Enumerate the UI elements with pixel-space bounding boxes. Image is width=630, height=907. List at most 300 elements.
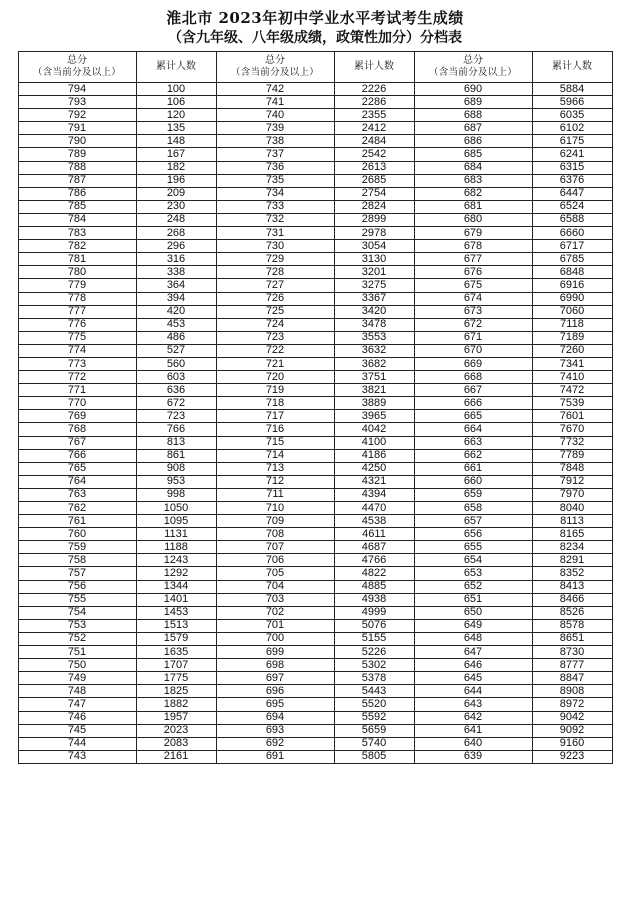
count-cell: 6848: [532, 266, 612, 279]
score-cell: 693: [216, 724, 334, 737]
count-cell: 5226: [334, 646, 414, 659]
score-cell: 691: [216, 750, 334, 763]
count-cell: 2412: [334, 122, 414, 135]
score-cell: 713: [216, 462, 334, 475]
score-cell: 781: [18, 253, 136, 266]
score-cell: 703: [216, 593, 334, 606]
score-cell: 767: [18, 436, 136, 449]
score-cell: 643: [414, 698, 532, 711]
count-cell: 5740: [334, 737, 414, 750]
table-row: [18, 384, 612, 397]
count-cell: 636: [136, 384, 216, 397]
table-row: [18, 606, 612, 619]
score-cell: 685: [414, 148, 532, 161]
score-cell: 787: [18, 174, 136, 187]
count-cell: 4999: [334, 606, 414, 619]
score-cell: 674: [414, 292, 532, 305]
count-cell: 2484: [334, 135, 414, 148]
table-row: [18, 331, 612, 344]
score-cell: 763: [18, 488, 136, 501]
score-cell: 711: [216, 488, 334, 501]
count-cell: 4938: [334, 593, 414, 606]
table-row: [18, 580, 612, 593]
header-score-1: [18, 52, 136, 83]
score-cell: 751: [18, 646, 136, 659]
score-cell: 684: [414, 161, 532, 174]
count-cell: 486: [136, 331, 216, 344]
count-cell: 8730: [532, 646, 612, 659]
score-cell: 731: [216, 227, 334, 240]
count-cell: 268: [136, 227, 216, 240]
count-cell: 723: [136, 410, 216, 423]
table-row: [18, 685, 612, 698]
count-cell: 4250: [334, 462, 414, 475]
header-count-2: 累计人数: [334, 52, 414, 83]
count-cell: 2355: [334, 109, 414, 122]
score-cell: 738: [216, 135, 334, 148]
count-cell: 7732: [532, 436, 612, 449]
score-cell: 730: [216, 240, 334, 253]
table-row: [18, 528, 612, 541]
score-cell: 776: [18, 318, 136, 331]
score-cell: 656: [414, 528, 532, 541]
table-row: [18, 174, 612, 187]
count-cell: 6315: [532, 161, 612, 174]
count-cell: 3632: [334, 344, 414, 357]
count-cell: 2685: [334, 174, 414, 187]
score-cell: 744: [18, 737, 136, 750]
count-cell: 5592: [334, 711, 414, 724]
count-cell: 6102: [532, 122, 612, 135]
table-row: [18, 724, 612, 737]
score-cell: 739: [216, 122, 334, 135]
score-cell: 654: [414, 554, 532, 567]
count-cell: 2161: [136, 750, 216, 763]
count-cell: 9092: [532, 724, 612, 737]
count-cell: 1050: [136, 502, 216, 515]
score-cell: 698: [216, 659, 334, 672]
count-cell: 8526: [532, 606, 612, 619]
score-cell: 682: [414, 187, 532, 200]
count-cell: 8908: [532, 685, 612, 698]
score-cell: 736: [216, 161, 334, 174]
score-cell: 722: [216, 344, 334, 357]
score-cell: 645: [414, 672, 532, 685]
score-cell: 652: [414, 580, 532, 593]
score-cell: 660: [414, 475, 532, 488]
score-cell: 668: [414, 371, 532, 384]
count-cell: 1579: [136, 632, 216, 645]
count-cell: 8651: [532, 632, 612, 645]
score-cell: 688: [414, 109, 532, 122]
score-cell: 760: [18, 528, 136, 541]
count-cell: 7118: [532, 318, 612, 331]
score-cell: 789: [18, 148, 136, 161]
count-cell: 209: [136, 187, 216, 200]
score-cell: 766: [18, 449, 136, 462]
table-row: [18, 357, 612, 370]
table-row: [18, 593, 612, 606]
count-cell: 420: [136, 305, 216, 318]
score-cell: 771: [18, 384, 136, 397]
table-row: [18, 410, 612, 423]
count-cell: 1775: [136, 672, 216, 685]
count-cell: 4042: [334, 423, 414, 436]
table-row: [18, 344, 612, 357]
table-row: [18, 567, 612, 580]
count-cell: 6035: [532, 109, 612, 122]
count-cell: 120: [136, 109, 216, 122]
count-cell: 813: [136, 436, 216, 449]
count-cell: 3965: [334, 410, 414, 423]
count-cell: 7789: [532, 449, 612, 462]
score-cell: 772: [18, 371, 136, 384]
score-cell: 762: [18, 502, 136, 515]
score-cell: 758: [18, 554, 136, 567]
count-cell: 6376: [532, 174, 612, 187]
count-cell: 603: [136, 371, 216, 384]
count-cell: 3751: [334, 371, 414, 384]
count-cell: 106: [136, 96, 216, 109]
score-cell: 663: [414, 436, 532, 449]
score-cell: 794: [18, 83, 136, 96]
count-cell: 8972: [532, 698, 612, 711]
score-cell: 793: [18, 96, 136, 109]
score-cell: 715: [216, 436, 334, 449]
count-cell: 5302: [334, 659, 414, 672]
score-cell: 726: [216, 292, 334, 305]
table-row: [18, 371, 612, 384]
count-cell: 8777: [532, 659, 612, 672]
count-cell: 7848: [532, 462, 612, 475]
count-cell: 6717: [532, 240, 612, 253]
header-score-2: [216, 52, 334, 83]
count-cell: 7970: [532, 488, 612, 501]
score-cell: 669: [414, 357, 532, 370]
score-cell: 790: [18, 135, 136, 148]
header-score-note: （含当前分及以上）: [230, 67, 320, 78]
count-cell: 5884: [532, 83, 612, 96]
score-cell: 672: [414, 318, 532, 331]
count-cell: 4687: [334, 541, 414, 554]
table-row: [18, 646, 612, 659]
score-cell: 723: [216, 331, 334, 344]
score-cell: 694: [216, 711, 334, 724]
count-cell: 4321: [334, 475, 414, 488]
count-cell: 135: [136, 122, 216, 135]
score-cell: 680: [414, 213, 532, 226]
score-cell: 714: [216, 449, 334, 462]
count-cell: 6175: [532, 135, 612, 148]
table-row: [18, 318, 612, 331]
score-cell: 750: [18, 659, 136, 672]
score-cell: 769: [18, 410, 136, 423]
count-cell: 1292: [136, 567, 216, 580]
table-row: [18, 698, 612, 711]
score-cell: 671: [414, 331, 532, 344]
count-cell: 3130: [334, 253, 414, 266]
table-row: [18, 541, 612, 554]
score-cell: 724: [216, 318, 334, 331]
count-cell: 6990: [532, 292, 612, 305]
count-cell: 1344: [136, 580, 216, 593]
table-row: [18, 436, 612, 449]
table-header-row: [18, 52, 612, 83]
score-cell: 675: [414, 279, 532, 292]
score-cell: 653: [414, 567, 532, 580]
count-cell: 453: [136, 318, 216, 331]
score-cell: 683: [414, 174, 532, 187]
count-cell: 2023: [136, 724, 216, 737]
count-cell: 8040: [532, 502, 612, 515]
count-cell: 8291: [532, 554, 612, 567]
count-cell: 9042: [532, 711, 612, 724]
table-row: [18, 750, 612, 763]
count-cell: 4394: [334, 488, 414, 501]
table-row: [18, 711, 612, 724]
count-cell: 4611: [334, 528, 414, 541]
score-cell: 665: [414, 410, 532, 423]
score-cell: 659: [414, 488, 532, 501]
count-cell: 1882: [136, 698, 216, 711]
count-cell: 6241: [532, 148, 612, 161]
score-cell: 791: [18, 122, 136, 135]
count-cell: 2542: [334, 148, 414, 161]
score-cell: 720: [216, 371, 334, 384]
table-row: [18, 200, 612, 213]
table-row: [18, 279, 612, 292]
score-cell: 746: [18, 711, 136, 724]
count-cell: 2083: [136, 737, 216, 750]
count-cell: 3889: [334, 397, 414, 410]
count-cell: 5966: [532, 96, 612, 109]
count-cell: 8413: [532, 580, 612, 593]
score-cell: 673: [414, 305, 532, 318]
header-score-label: 总分: [67, 55, 87, 66]
table-row: [18, 227, 612, 240]
count-cell: 8352: [532, 567, 612, 580]
score-cell: 640: [414, 737, 532, 750]
score-cell: 719: [216, 384, 334, 397]
count-cell: 6660: [532, 227, 612, 240]
score-cell: 658: [414, 502, 532, 515]
score-cell: 712: [216, 475, 334, 488]
count-cell: 3478: [334, 318, 414, 331]
table-row: [18, 619, 612, 632]
score-cell: 686: [414, 135, 532, 148]
table-row: [18, 253, 612, 266]
count-cell: 7670: [532, 423, 612, 436]
score-cell: 727: [216, 279, 334, 292]
score-cell: 770: [18, 397, 136, 410]
score-cell: 745: [18, 724, 136, 737]
count-cell: 182: [136, 161, 216, 174]
table-row: [18, 554, 612, 567]
score-cell: 779: [18, 279, 136, 292]
count-cell: 527: [136, 344, 216, 357]
score-cell: 662: [414, 449, 532, 462]
score-cell: 725: [216, 305, 334, 318]
count-cell: 148: [136, 135, 216, 148]
score-cell: 733: [216, 200, 334, 213]
score-cell: 648: [414, 632, 532, 645]
score-cell: 678: [414, 240, 532, 253]
score-cell: 717: [216, 410, 334, 423]
count-cell: 3821: [334, 384, 414, 397]
count-cell: 4822: [334, 567, 414, 580]
count-cell: 8165: [532, 528, 612, 541]
score-cell: 764: [18, 475, 136, 488]
score-cell: 702: [216, 606, 334, 619]
score-cell: 748: [18, 685, 136, 698]
score-cell: 729: [216, 253, 334, 266]
count-cell: 1453: [136, 606, 216, 619]
count-cell: 2613: [334, 161, 414, 174]
count-cell: 6447: [532, 187, 612, 200]
header-score-note: （含当前分及以上）: [428, 67, 518, 78]
count-cell: 4766: [334, 554, 414, 567]
count-cell: 861: [136, 449, 216, 462]
score-cell: 735: [216, 174, 334, 187]
score-cell: 785: [18, 200, 136, 213]
table-row: [18, 632, 612, 645]
score-cell: 695: [216, 698, 334, 711]
table-row: [18, 672, 612, 685]
count-cell: 2978: [334, 227, 414, 240]
count-cell: 2899: [334, 213, 414, 226]
count-cell: 7601: [532, 410, 612, 423]
score-cell: 768: [18, 423, 136, 436]
score-distribution-table: [18, 51, 613, 764]
count-cell: 1243: [136, 554, 216, 567]
score-cell: 742: [216, 83, 334, 96]
table-row: [18, 83, 612, 96]
score-cell: 704: [216, 580, 334, 593]
score-cell: 657: [414, 515, 532, 528]
count-cell: 998: [136, 488, 216, 501]
table-row: [18, 148, 612, 161]
score-cell: 728: [216, 266, 334, 279]
table-row: [18, 488, 612, 501]
count-cell: 8113: [532, 515, 612, 528]
count-cell: 196: [136, 174, 216, 187]
count-cell: 5520: [334, 698, 414, 711]
count-cell: 5155: [334, 632, 414, 645]
score-cell: 642: [414, 711, 532, 724]
count-cell: 2286: [334, 96, 414, 109]
count-cell: 1401: [136, 593, 216, 606]
count-cell: 6785: [532, 253, 612, 266]
table-row: [18, 515, 612, 528]
count-cell: 2226: [334, 83, 414, 96]
count-cell: 1188: [136, 541, 216, 554]
count-cell: 7260: [532, 344, 612, 357]
count-cell: 1707: [136, 659, 216, 672]
count-cell: 248: [136, 213, 216, 226]
score-cell: 777: [18, 305, 136, 318]
count-cell: 8234: [532, 541, 612, 554]
count-cell: 5443: [334, 685, 414, 698]
count-cell: 766: [136, 423, 216, 436]
count-cell: 3054: [334, 240, 414, 253]
count-cell: 1957: [136, 711, 216, 724]
score-cell: 743: [18, 750, 136, 763]
header-score-label: 总分: [463, 55, 483, 66]
table-row: [18, 161, 612, 174]
score-cell: 740: [216, 109, 334, 122]
score-cell: 679: [414, 227, 532, 240]
score-cell: 687: [414, 122, 532, 135]
count-cell: 1131: [136, 528, 216, 541]
count-cell: 364: [136, 279, 216, 292]
count-cell: 8847: [532, 672, 612, 685]
count-cell: 2824: [334, 200, 414, 213]
score-cell: 692: [216, 737, 334, 750]
score-cell: 783: [18, 227, 136, 240]
score-cell: 697: [216, 672, 334, 685]
count-cell: 3553: [334, 331, 414, 344]
score-cell: 677: [414, 253, 532, 266]
score-cell: 752: [18, 632, 136, 645]
header-score-note: （含当前分及以上）: [32, 67, 122, 78]
header-count-1: 累计人数: [136, 52, 216, 83]
count-cell: 6916: [532, 279, 612, 292]
score-cell: 639: [414, 750, 532, 763]
table-row: [18, 502, 612, 515]
count-cell: 7912: [532, 475, 612, 488]
score-cell: 747: [18, 698, 136, 711]
table-row: [18, 449, 612, 462]
count-cell: 7189: [532, 331, 612, 344]
score-cell: 761: [18, 515, 136, 528]
count-cell: 1635: [136, 646, 216, 659]
score-cell: 759: [18, 541, 136, 554]
score-cell: 666: [414, 397, 532, 410]
table-row: [18, 135, 612, 148]
count-cell: 4100: [334, 436, 414, 449]
count-cell: 7539: [532, 397, 612, 410]
count-cell: 3420: [334, 305, 414, 318]
score-cell: 651: [414, 593, 532, 606]
count-cell: 3682: [334, 357, 414, 370]
score-cell: 641: [414, 724, 532, 737]
score-cell: 661: [414, 462, 532, 475]
count-cell: 5805: [334, 750, 414, 763]
count-cell: 1095: [136, 515, 216, 528]
count-cell: 4186: [334, 449, 414, 462]
count-cell: 5659: [334, 724, 414, 737]
score-cell: 708: [216, 528, 334, 541]
count-cell: 953: [136, 475, 216, 488]
count-cell: 6588: [532, 213, 612, 226]
score-cell: 709: [216, 515, 334, 528]
count-cell: 7060: [532, 305, 612, 318]
table-row: [18, 305, 612, 318]
count-cell: 9223: [532, 750, 612, 763]
count-cell: 7472: [532, 384, 612, 397]
count-cell: 316: [136, 253, 216, 266]
count-cell: 1513: [136, 619, 216, 632]
score-cell: 755: [18, 593, 136, 606]
score-cell: 778: [18, 292, 136, 305]
header-count-3: 累计人数: [532, 52, 612, 83]
score-cell: 676: [414, 266, 532, 279]
table-row: [18, 109, 612, 122]
score-cell: 753: [18, 619, 136, 632]
score-cell: 690: [414, 83, 532, 96]
score-cell: 721: [216, 357, 334, 370]
count-cell: 7341: [532, 357, 612, 370]
